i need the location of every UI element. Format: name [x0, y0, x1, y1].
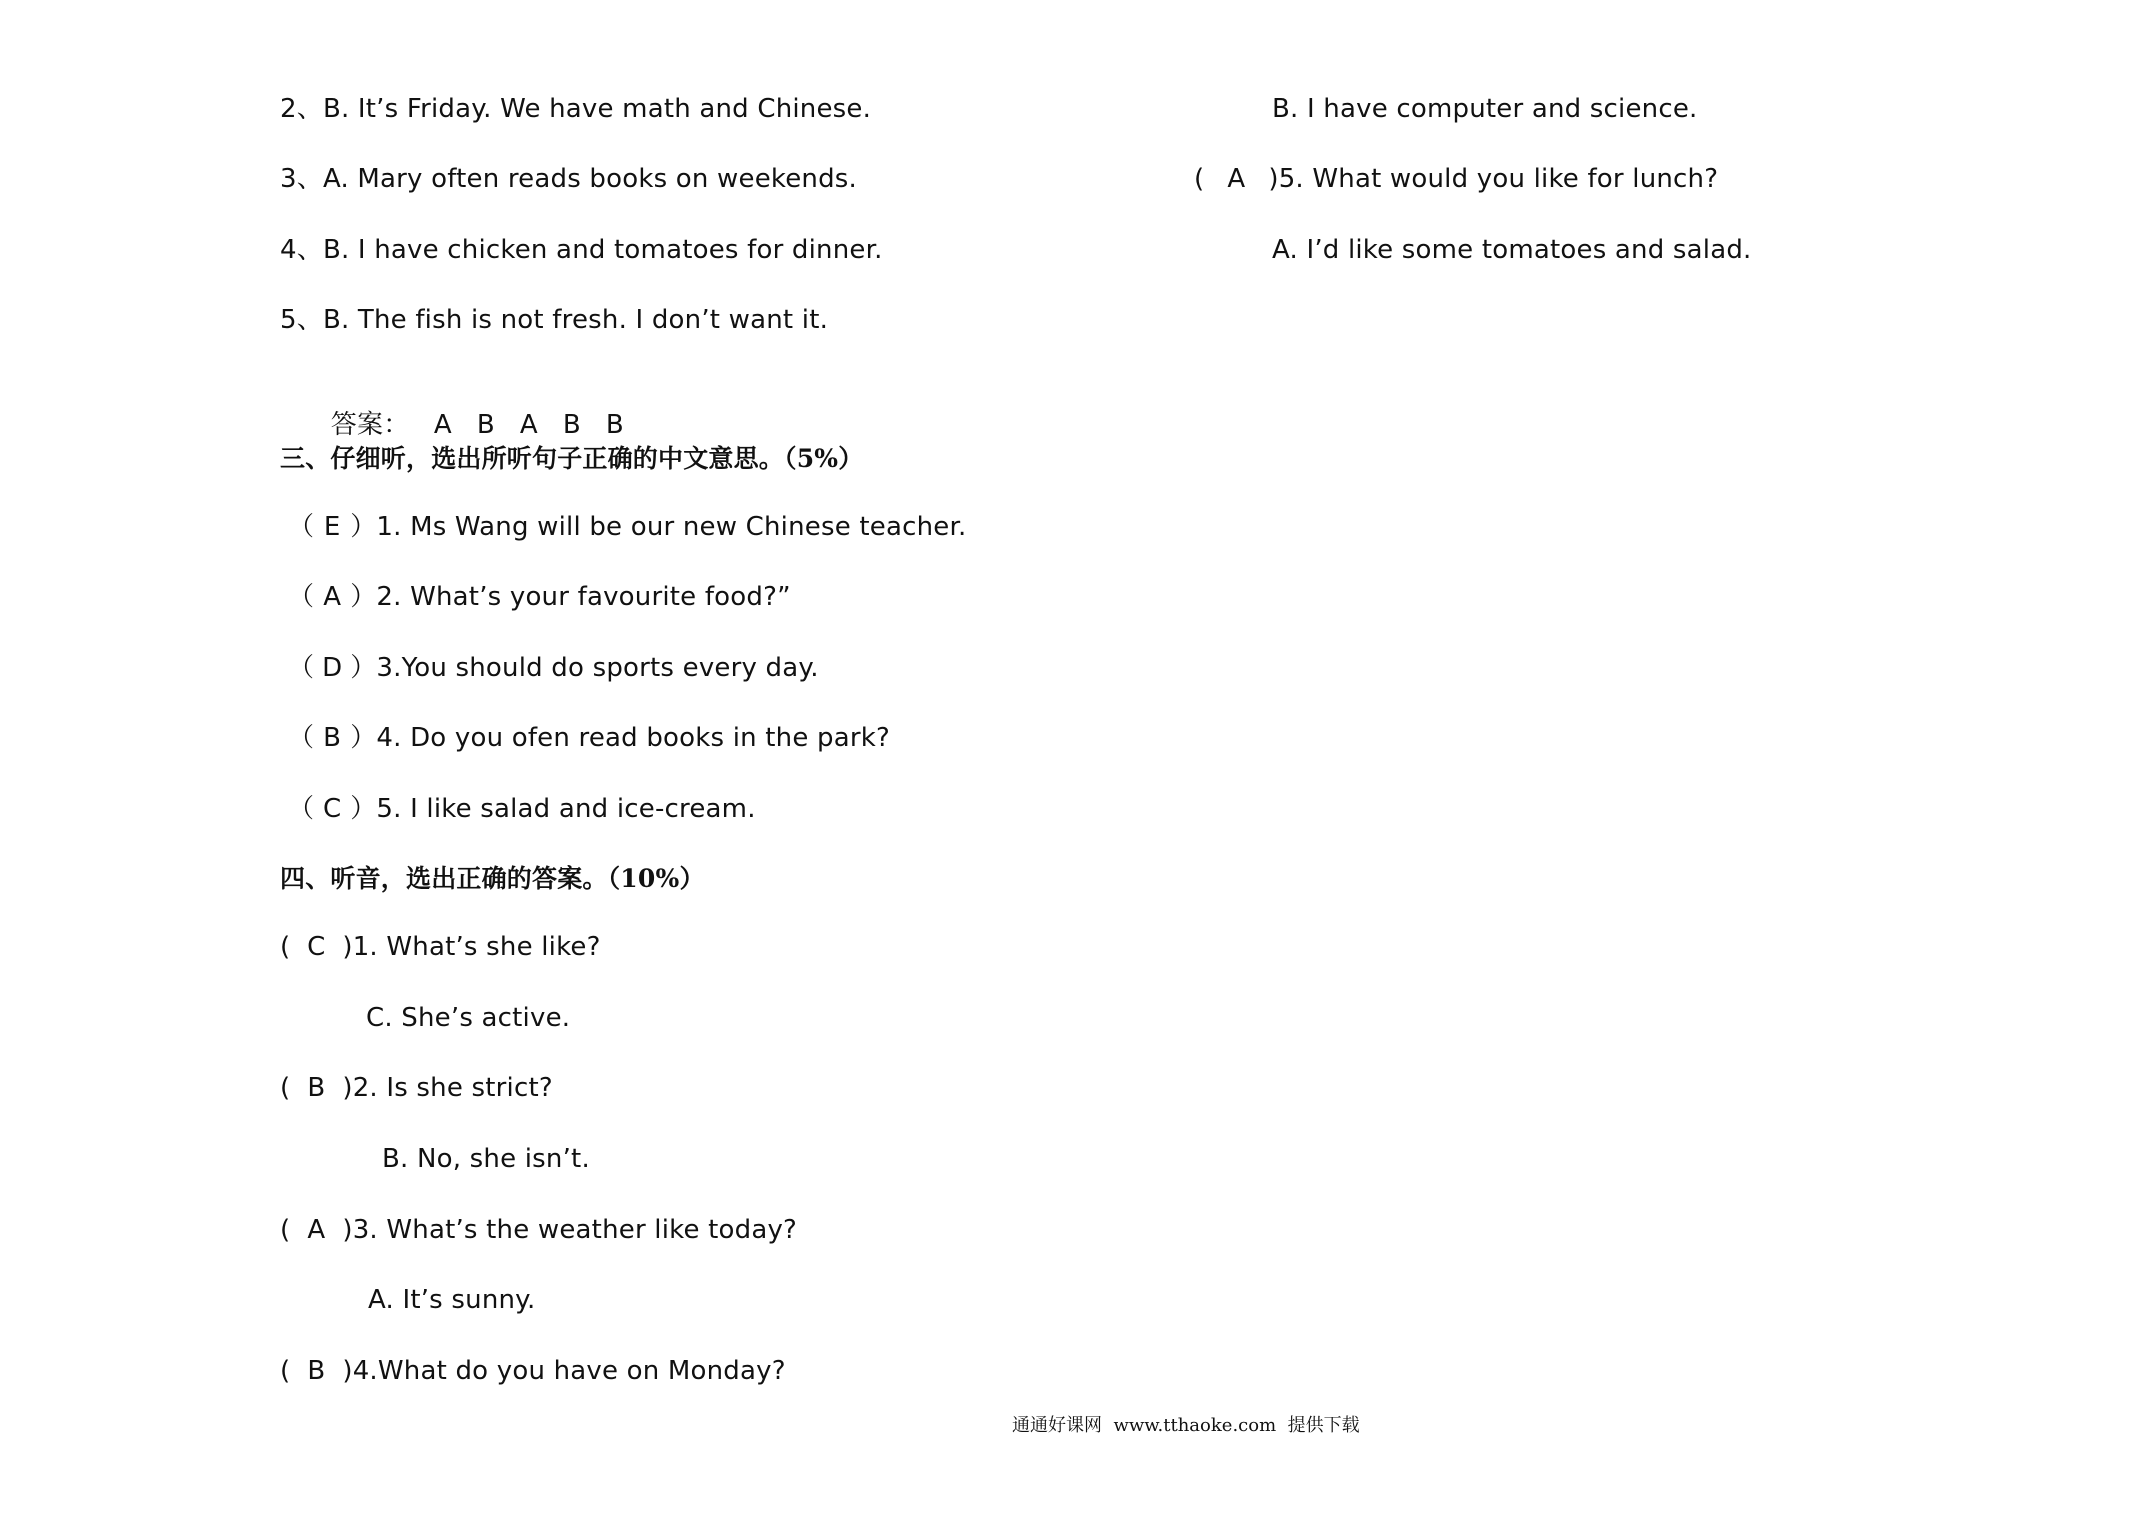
section4-response: B. I have computer and science. [1272, 94, 1698, 124]
item-answer: B [323, 723, 342, 753]
section4-question: ( B )2. Is she strict? [280, 1073, 553, 1103]
section4-response: A. I’d like some tomatoes and salad. [1272, 235, 1752, 265]
item-answer: E [323, 512, 341, 542]
section4-heading: 四、听音，选出正确的答案。（10%） [280, 864, 705, 893]
section4-question: ( C )1. What’s she like? [280, 932, 601, 962]
answer-value: B [476, 410, 495, 440]
section3-item: （ B ）4. Do you ofen read books in the park? [288, 723, 890, 753]
answers-label: 答案： [330, 410, 410, 440]
item-answer: A [307, 1215, 326, 1245]
section3-heading: 三、仔细听，选出所听句子正确的中文意思。（5%） [280, 444, 864, 473]
section2-item-3: 3、A. Mary often reads books on weekends. [280, 164, 858, 194]
item-answer: C [307, 932, 326, 962]
question-text: 4.What do you have on Monday? [352, 1356, 786, 1386]
page-footer: 通通好课网 www.tthaoke.com 提供下载 [1012, 1415, 1360, 1436]
section2-item-4: 4、B. I have chicken and tomatoes for dinner. [280, 235, 883, 265]
section2-item-2: 2、B. It’s Friday. We have math and Chinese. [280, 94, 872, 124]
item-text: 2. What’s your favourite food?” [376, 582, 791, 612]
item-text: 1. Ms Wang will be our new Chinese teacher. [376, 512, 967, 542]
item-answer: D [322, 653, 343, 683]
section4-response: A. It’s sunny. [368, 1285, 536, 1315]
answer-value: A [519, 410, 538, 440]
question-text: 3. What’s the weather like today? [352, 1215, 798, 1245]
item-answer: B [307, 1073, 326, 1103]
item-text: 5. I like salad and ice-cream. [376, 794, 756, 824]
question-text: 2. Is she strict? [352, 1073, 553, 1103]
answer-value: B [605, 410, 624, 440]
section3-item: （ C ）5. I like salad and ice-cream. [288, 794, 756, 824]
section3-item: （ E ）1. Ms Wang will be our new Chinese teacher. [288, 512, 967, 542]
answer-value: A [433, 410, 452, 440]
section4-question: ( B )4.What do you have on Monday? [280, 1356, 786, 1386]
section3-item: （ A ）2. What’s your favourite food?” [288, 582, 791, 612]
section4-question: ( A )5. What would you like for lunch? [1194, 164, 1719, 194]
item-text: 3.You should do sports every day. [376, 653, 819, 683]
item-text: 4. Do you ofen read books in the park? [376, 723, 890, 753]
section4-question: ( A )3. What’s the weather like today? [280, 1215, 798, 1245]
section4-response: C. She’s active. [366, 1003, 571, 1033]
question-text: 5. What would you like for lunch? [1278, 164, 1719, 194]
question-text: 1. What’s she like? [352, 932, 601, 962]
section4-response: B. No, she isn’t. [382, 1144, 590, 1174]
item-answer: A [1227, 164, 1246, 194]
item-answer: A [323, 582, 342, 612]
section3-item: （ D ）3.You should do sports every day. [288, 653, 819, 683]
answer-value: B [562, 410, 581, 440]
section2-item-5: 5、B. The fish is not fresh. I don’t want it. [280, 305, 829, 335]
item-answer: B [307, 1356, 326, 1386]
item-answer: C [323, 794, 342, 824]
